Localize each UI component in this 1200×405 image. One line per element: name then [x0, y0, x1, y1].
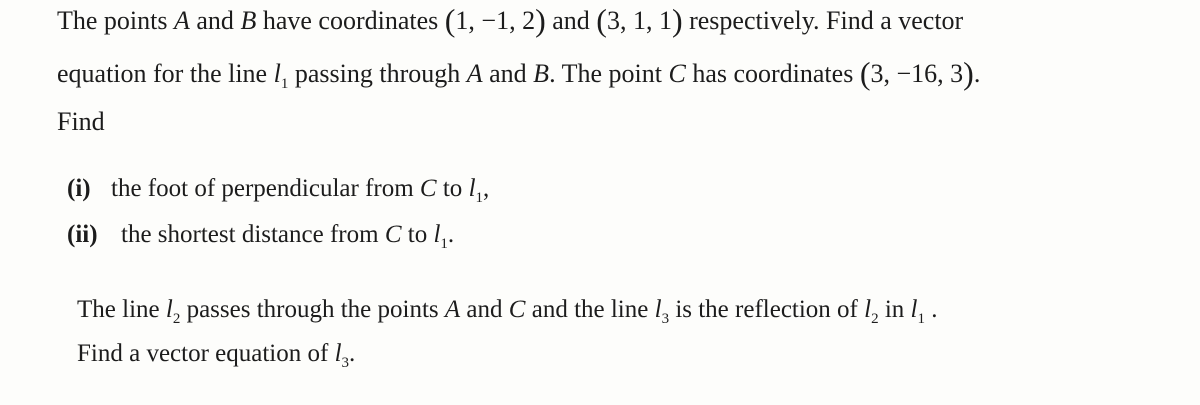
subscript: 1 [917, 311, 925, 327]
point-c: C [668, 59, 686, 88]
question-line-2 [57, 55, 981, 92]
line-l3: l [654, 296, 662, 323]
text: . [973, 59, 981, 88]
text: , [483, 175, 490, 202]
text: and [482, 59, 534, 88]
text: and the line [525, 296, 655, 323]
paren: ) [671, 2, 683, 38]
text: . [349, 340, 356, 367]
question-line-1 [57, 2, 964, 38]
part-label: (i) [67, 175, 91, 202]
line-l1: l [273, 59, 281, 88]
text: and [460, 296, 509, 323]
subscript: 1 [440, 236, 448, 252]
paren: ) [963, 55, 974, 91]
text: equation for the line [57, 59, 274, 88]
text: Find [57, 107, 105, 136]
point-b: B [240, 6, 257, 35]
text: in [878, 296, 911, 323]
subscript: 2 [172, 311, 181, 327]
subscript: 1 [280, 76, 289, 92]
subscript: 2 [871, 311, 879, 327]
text: passes through the points [180, 296, 445, 323]
coordinates-b: 3, 1, 1 [606, 6, 672, 35]
text: . The point [549, 59, 669, 88]
line-l1: l [433, 221, 441, 248]
line-l2: l [165, 296, 173, 323]
line-l1: l [910, 296, 918, 323]
paren: ( [444, 2, 456, 38]
point-c: C [384, 221, 402, 248]
coordinates-a: 1, −1, 2 [455, 6, 536, 35]
point-a: A [444, 296, 461, 323]
point-b: B [533, 59, 550, 88]
point-c: C [419, 175, 437, 202]
question-line-3 [57, 107, 105, 137]
subscript: 3 [341, 355, 350, 371]
text: the foot of perpendicular from [111, 175, 420, 202]
point-a: A [466, 59, 483, 88]
text: have coordinates [256, 6, 445, 35]
question2-line-2 [77, 340, 356, 371]
point-a: A [174, 6, 190, 35]
text: respectively. Find a vector [682, 6, 964, 35]
coordinates-c: 3, −16, 3 [870, 59, 964, 88]
text: The line [77, 296, 166, 323]
text: and [189, 6, 241, 35]
paren: ( [859, 55, 871, 91]
question2-line-1 [77, 296, 938, 327]
point-c: C [508, 296, 526, 323]
line-l3: l [334, 340, 342, 367]
text: and [545, 6, 597, 35]
text: . [925, 296, 938, 323]
text: the shortest distance from [121, 221, 385, 248]
part-ii [67, 221, 455, 252]
text: is the reflection of [669, 296, 865, 323]
part-label: (ii) [67, 221, 98, 248]
text: has coordinates [685, 59, 860, 88]
text: The points [57, 6, 174, 35]
text: passing through [288, 59, 467, 88]
text: to [401, 221, 434, 248]
subscript: 3 [661, 311, 670, 327]
text: to [436, 175, 469, 202]
paren: ) [535, 2, 546, 38]
line-l2: l [864, 296, 872, 323]
subscript: 1 [475, 190, 484, 206]
part-i [67, 175, 490, 206]
text: . [447, 221, 455, 248]
text: Find a vector equation of [77, 340, 335, 367]
paren: ( [596, 2, 607, 38]
line-l1: l [468, 175, 476, 202]
